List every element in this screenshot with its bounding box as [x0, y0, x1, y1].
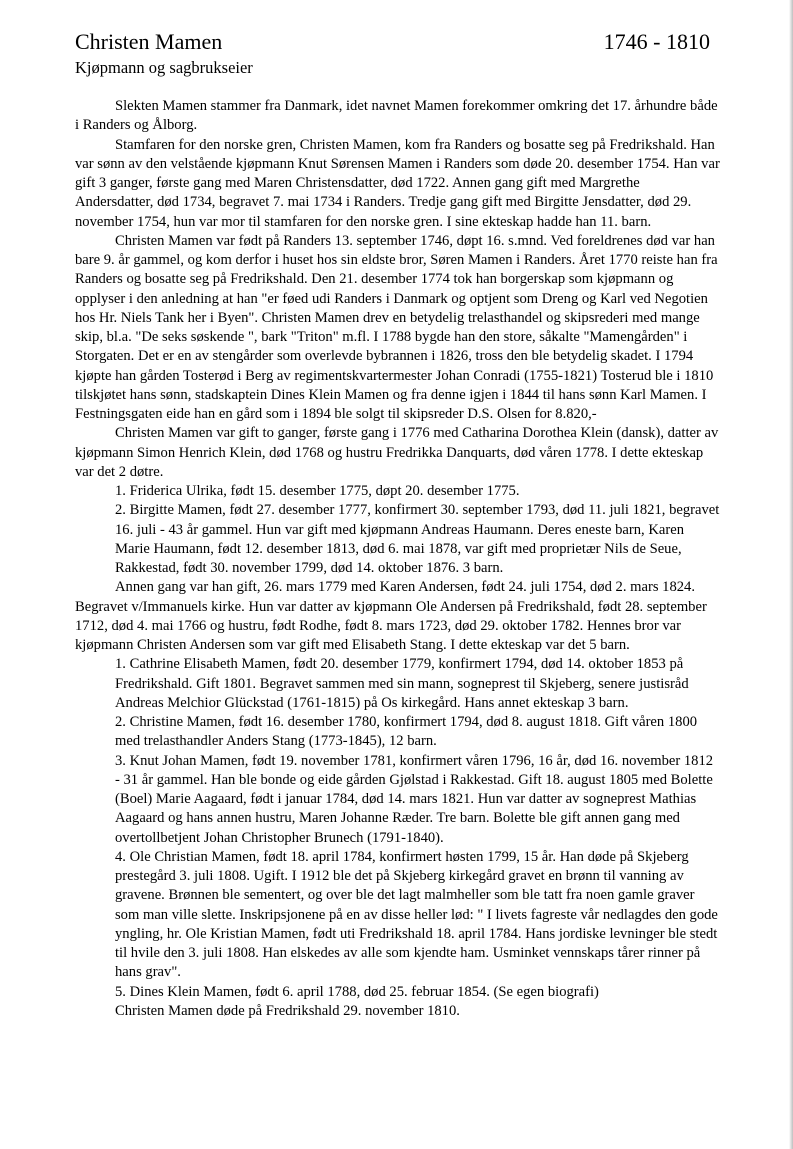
life-years: 1746 - 1810 [603, 29, 710, 54]
child-entry: 3. Knut Johan Mamen, født 19. november 1781, konfirmert våren 1796, 16 år, død 16. november 1812 - 31 år gammel. Han ble bonde og eide gården Gjølstad i Rakkestad. Gift 18. august 1805 med Bolette (Boel) Marie Aagaard, født i januar 1784, død 14. mars 1821. Hun var datter av sogneprest Mathias Aagaard og hans annen hustru, Maren Johanne Ræder. Tre barn. Bolette ble gift annen gang med overtollbetjent Johan Christopher Brunech (1791-1840). [115, 752, 714, 846]
paragraph: Christen Mamen var gift to ganger, første gang i 1776 med Catharina Dorothea Klein (dansk), datter av kjøpmann Simon Henrich Klein, død 1768 og hustru Fredrikka Danquarts, død våren 1778. I dette ekteskap var det 2 døtre. [75, 425, 719, 480]
person-name: Christen Mamen [75, 29, 223, 54]
paragraph: Slekten Mamen stammer fra Danmark, idet navnet Mamen forekommer omkring det 17. århundre både i Randers og Ålborg. [75, 98, 718, 134]
paragraph: Stamfaren for den norske gren, Christen Mamen, kom fra Randers og bosatte seg på Fredrikshald. Han var sønn av den velstående kjøpmann Knut Sørensen Mamen i Randers som døde 20. desember 1754. Han var gift 3 ganger, første gang med Maren Christensdatter, død 1722. Annen gang gift med Margrethe Andersdatter, død 1734, begravet 7. mai 1734 i Randers. Tredje gang gift med Birgitte Jensdatter, død 29. november 1754, hun var mor til stamfaren for den norske gren. I sine ekteskap hadde han 11. barn. [75, 136, 720, 230]
child-entry: 5. Dines Klein Mamen, født 6. april 1788, død 25. februar 1854. (Se egen biografi) [115, 983, 599, 1000]
paragraph: Annen gang var han gift, 26. mars 1779 med Karen Andersen, født 24. juli 1754, død 2. mars 1824. Begravet v/Immanuels kirke. Hun var datter av kjøpmann Ole Andersen på Fredrikshald, født 28. september 1712, død 4. mai 1766 og hustru, født Rodhe, født 8. mars 1723, død 29. oktober 1782. Hennes bror var kjøpmann Christen Andersen som var gift med Elisabeth Stang. I dette ekteskap var det 5 barn. [75, 579, 707, 653]
paragraph: Christen Mamen var født på Randers 13. september 1746, døpt 16. s.mnd. Ved foreldrenes død var han bare 9. år gammel, og kom derfor i huset hos sin eldste bror, Søren Mamen i Randers. Året 1770 reiste han fra Randers og bosatte seg på Fredrikshald. Den 21. desember 1774 tok han borgerskap som kjøpmann og opplyser i den anledning at han "er føed udi Randers i Danmark og optjent som Dreng og Karl ved Negotien hos Hr. Niels Tank her i Byen". Christen Mamen drev en betydelig trelasthandel og skipsrederi med mange skip, bl.a. "De seks søskende ", bark "Triton" m.fl. I 1788 bygde han den store, såkalte "Mamengården" i Storgaten. Det er en av stengårder som overlevde bybrannen i 1826, tross den ble betydelig skadet. I 1794 kjøpte han gården Tosterød i Berg av regimentskvartermester Johan Conradi (1755-1821) Tosterud ble i 1810 tilskjøtet hans sønn, stadskaptein Dines Klein Mamen og fra denne igjen i 1844 til hans sønn Karl Mamen. I Festningsgaten eide han en gård som i 1894 ble solgt til skipsreder D.S. Olsen for 8.820,- [75, 232, 718, 422]
child-entry: 1. Friderica Ulrika, født 15. desember 1775, døpt 20. desember 1775. [115, 483, 520, 499]
page-edge-shadow [789, 0, 793, 1149]
occupation: Kjøpmann og sagbrukseier [75, 58, 253, 77]
biography-text [75, 97, 720, 1021]
child-entry: 1. Cathrine Elisabeth Mamen, født 20. desember 1779, konfirmert 1794, død 14. oktober 1853 på Fredrikshald. Gift 1801. Begravet sammen med sin mann, sogneprest til Skjeberg, senere justisråd Andreas Melchior Glückstad (1761-1815) på Os kirkegård. Hans annet ekteskap 3 barn. [115, 656, 689, 711]
child-entry: 4. Ole Christian Mamen, født 18. april 1784, konfirmert høsten 1799, 15 år. Han døde på Skjeberg prestegård 3. juli 1808. Ugift. I 1912 ble det på Skjeberg kirkegård gravet en brønn til vanning av gravene. Brønnen ble sementert, og over ble det lagt malmheller som ble tatt fra noen gamle graver som man ville slette. Inskripsjonene på en av disse heller lød: " I livets fagreste vår nedlagdes den gode yngling, hr. Ole Kristian Mamen, født uti Fredrikshald 18. april 1784. Hans jordiske levninger ble stedt til hvile den 3. juli 1808. Han elskedes av alle som kjendte ham. Usminket vennskaps tårer rinner på hans grav". [115, 848, 718, 981]
child-entry: 2. Christine Mamen, født 16. desember 1780, konfirmert 1794, død 8. august 1818. Gift våren 1800 med trelasthandler Anders Stang (1773-1845), 12 barn. [115, 714, 698, 750]
child-entry: 2. Birgitte Mamen, født 27. desember 1777, konfirmert 30. september 1793, død 11. juli 1821, begravet 16. juli - 43 år gammel. Hun var gift med kjøpmann Andreas Haumann. Deres eneste barn, Karen Marie Haumann, født 12. desember 1813, død 6. mai 1878, var gift med proprietær Nils de Seue, Rakkestad, født 30. november 1799, død 14. oktober 1876. 3 barn. [115, 502, 720, 576]
closing-line: Christen Mamen døde på Fredrikshald 29. november 1810. [115, 1002, 460, 1019]
